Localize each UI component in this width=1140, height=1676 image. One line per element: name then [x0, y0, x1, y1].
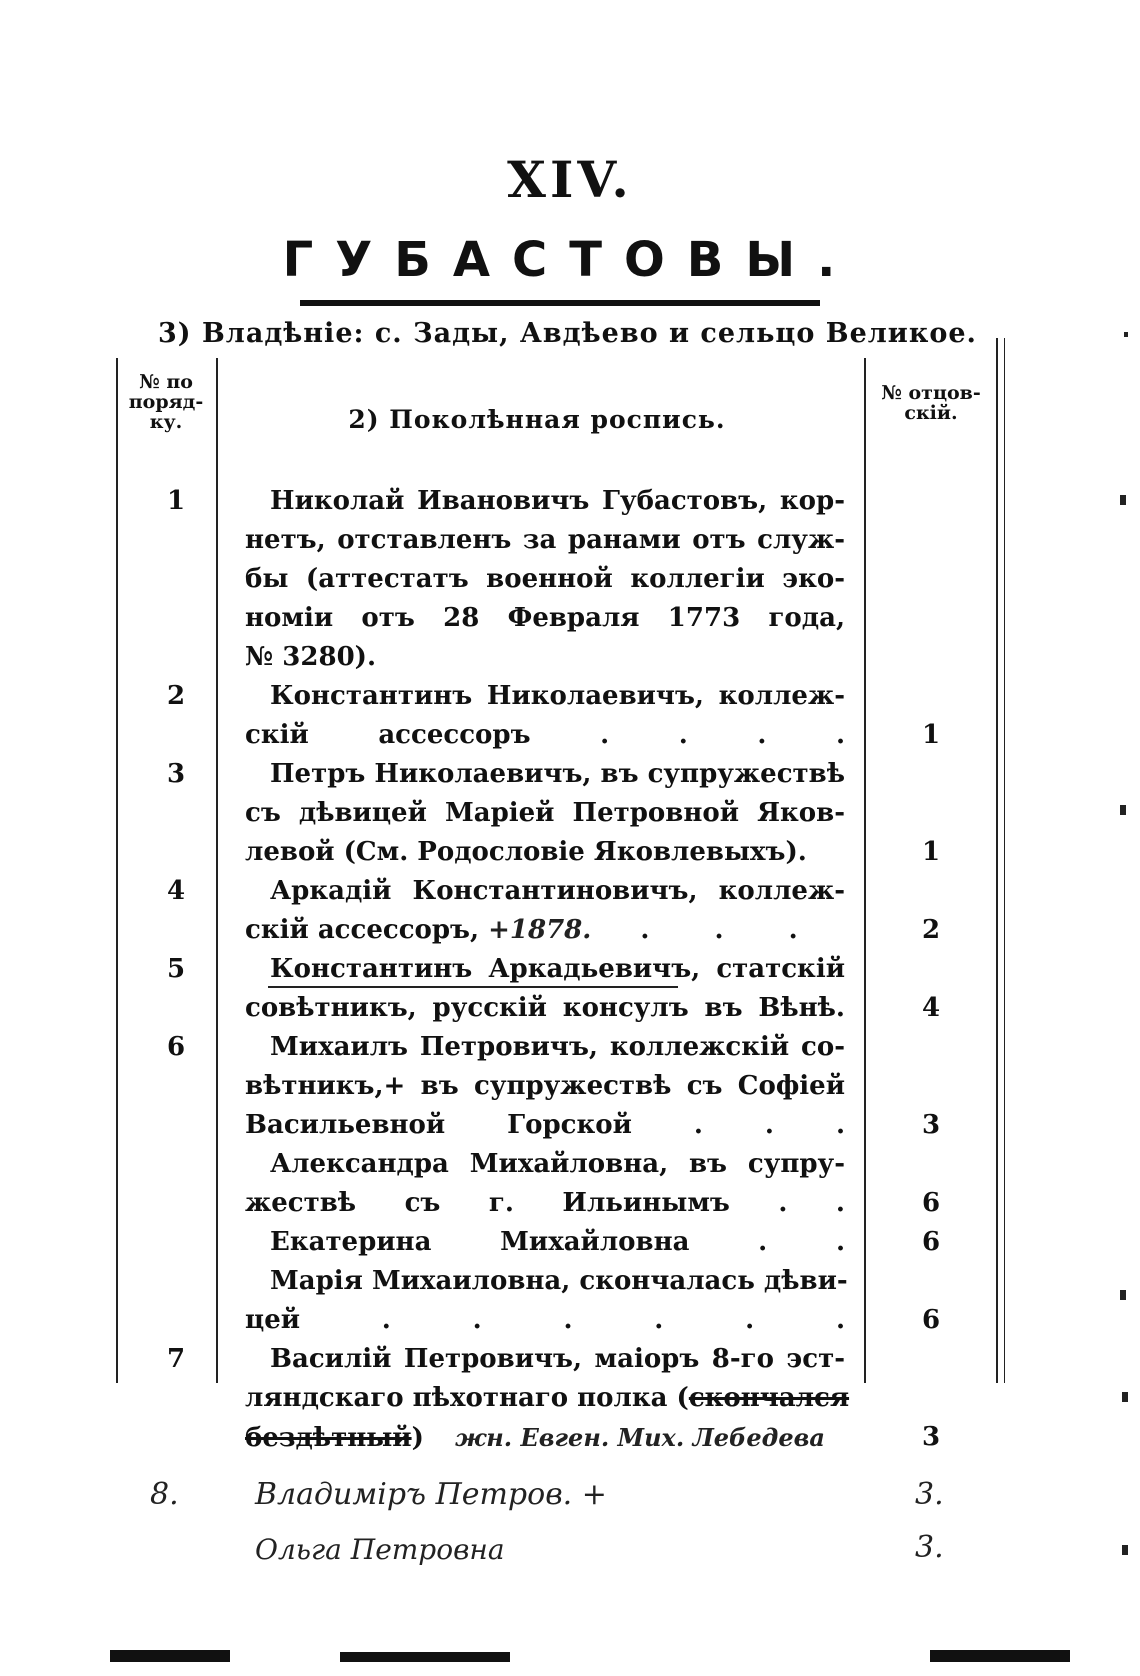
entry-line [245, 716, 845, 755]
entry-dots: . . . [640, 915, 826, 945]
entry-line [245, 560, 845, 599]
entry-line [270, 1340, 845, 1379]
entry-line [270, 677, 845, 716]
entry-text: Аркадій Константиновичъ, коллеж- [270, 876, 845, 906]
scan-speck [1120, 805, 1126, 815]
father-ref: 4 [921, 993, 941, 1023]
entry-line [245, 989, 845, 1028]
entry-text: левой (См. Родословіе Яковлевыхъ). [245, 837, 807, 867]
father-ref: 1 [921, 837, 941, 867]
entry-line [245, 1184, 845, 1223]
handwritten-death-note: +1878. [488, 915, 592, 945]
col-head-father [866, 383, 996, 423]
entry-text: № 3280). [245, 642, 377, 672]
entry-text: нетъ, отставленъ за ранами отъ служ- [245, 525, 845, 555]
entry-line [270, 950, 845, 989]
entry-text: вѣтникъ,+ въ супружествѣ съ Софіей [245, 1071, 845, 1101]
entry-line [270, 1223, 845, 1262]
father-ref: 3 [921, 1422, 941, 1452]
entry-line [245, 833, 845, 872]
scan-edge-bar [110, 1650, 230, 1662]
col-head-order [118, 372, 214, 432]
entry-number: 1 [166, 486, 186, 516]
entry-number: 6 [166, 1032, 186, 1062]
father-ref: 3 [921, 1110, 941, 1140]
handwritten-underline [268, 986, 678, 988]
entry-text: Михаилъ Петровичъ, коллежскій со- [270, 1032, 845, 1062]
handwritten-spouse-note: жн. Евген. Мих. Лебедева [454, 1423, 825, 1452]
entry-number: 5 [166, 954, 186, 984]
entry-line: бездѣтный) жн. Евген. Мих. Лебедева [245, 1423, 825, 1453]
entry-text: совѣтникъ, русскій консулъ въ Вѣнѣ. [245, 993, 845, 1023]
entry-text: Николай Ивановичъ Губастовъ, кор- [270, 486, 845, 516]
entry-line [245, 1301, 845, 1340]
entry-text: номіи отъ 28 Февраля 1773 года, [245, 603, 845, 633]
entry-text: Александра Михайловна, въ супру- [270, 1149, 845, 1179]
entry-line [245, 1379, 850, 1418]
entry-line [270, 1028, 845, 1067]
entry-line [270, 755, 845, 794]
entry-line [245, 638, 845, 677]
title-rule [300, 300, 820, 306]
genealogy-subheading: 2) Поколѣнная роспись. [348, 405, 726, 434]
table-line-right-outer [996, 338, 998, 1383]
father-ref: 6 [921, 1188, 941, 1218]
entry-text: скій ассессоръ, [245, 915, 480, 945]
father-ref: 1 [921, 720, 941, 750]
entry-text: съ дѣвицей Маріей Петровной Яков- [245, 798, 845, 828]
father-ref: 6 [921, 1305, 941, 1335]
entry-text: Васильевной Горской . . . [245, 1110, 845, 1140]
entry-text: Екатерина Михайловна . . [270, 1227, 845, 1257]
roman-numeral: XIV. [507, 150, 633, 209]
scan-speck [1122, 1392, 1128, 1402]
entry-line [245, 794, 845, 833]
scan-speck [1122, 1545, 1128, 1555]
struck-text: бездѣтный [245, 1423, 412, 1453]
struck-text: скончался [688, 1383, 850, 1413]
entry-number: 7 [166, 1344, 186, 1374]
entry-text: жествѣ съ г. Ильинымъ . . [245, 1188, 845, 1218]
father-ref: 6 [921, 1227, 941, 1257]
entry-number: 2 [166, 681, 186, 711]
handwritten-father-ref: 3. [915, 1530, 944, 1565]
entry-number: 3 [166, 759, 186, 789]
entry-line [270, 482, 845, 521]
handwritten-entry-text: Ольга Петровна [255, 1533, 505, 1566]
entry-text: Василій Петровичъ, маіоръ 8-го эст- [270, 1344, 845, 1374]
scan-speck [1124, 332, 1128, 337]
handwritten-father-ref: 3. [915, 1477, 944, 1512]
entry-text: цей . . . . . . [245, 1305, 845, 1335]
entry-line [245, 599, 845, 638]
col-head-father-line: № отцов- [881, 382, 981, 404]
entry-text: бы (аттестатъ военной коллегіи эко- [245, 564, 845, 594]
father-ref: 2 [921, 915, 941, 945]
entry-text: Константинъ Николаевичъ, коллеж- [270, 681, 845, 711]
handwritten-entry-number: 8. [150, 1477, 179, 1512]
entry-line [245, 911, 845, 950]
col-head-order-line: ку. [149, 411, 183, 433]
entry-text: ляндскаго пѣхотнаго полка ( [245, 1383, 689, 1413]
scan-edge-bar [340, 1652, 510, 1662]
entry-line [245, 521, 845, 560]
entry-number: 4 [166, 876, 186, 906]
col-head-father-line: скій. [904, 402, 958, 424]
scan-speck [1120, 495, 1126, 505]
entry-line [270, 1145, 845, 1184]
table-line-right-edge [1004, 338, 1005, 1383]
entry-text: Марія Михаиловна, скончалась дѣви- [270, 1266, 848, 1296]
entry-text: скій ассессоръ . . . . [245, 720, 845, 750]
scan-speck [1120, 1290, 1126, 1300]
entry-line [245, 1067, 845, 1106]
family-title: ГУБАСТОВЫ. [282, 232, 858, 288]
entry-line [270, 1262, 848, 1301]
table-line-right-inner [864, 358, 866, 1383]
entry-line [245, 1106, 845, 1145]
handwritten-entry-text: Владимiръ Петров. + [255, 1477, 607, 1512]
entry-text: Константинъ Аркадьевичъ, статскій [270, 954, 845, 984]
col-head-order-line: № по [139, 371, 193, 393]
holding-line: 3) Владѣніе: с. Зады, Авдѣево и сельцо Великое. [158, 318, 977, 349]
entry-text: Петръ Николаевичъ, въ супружествѣ [270, 759, 845, 789]
scan-edge-bar [930, 1650, 1070, 1662]
col-head-order-line: поряд- [128, 391, 204, 413]
entry-line [270, 872, 845, 911]
